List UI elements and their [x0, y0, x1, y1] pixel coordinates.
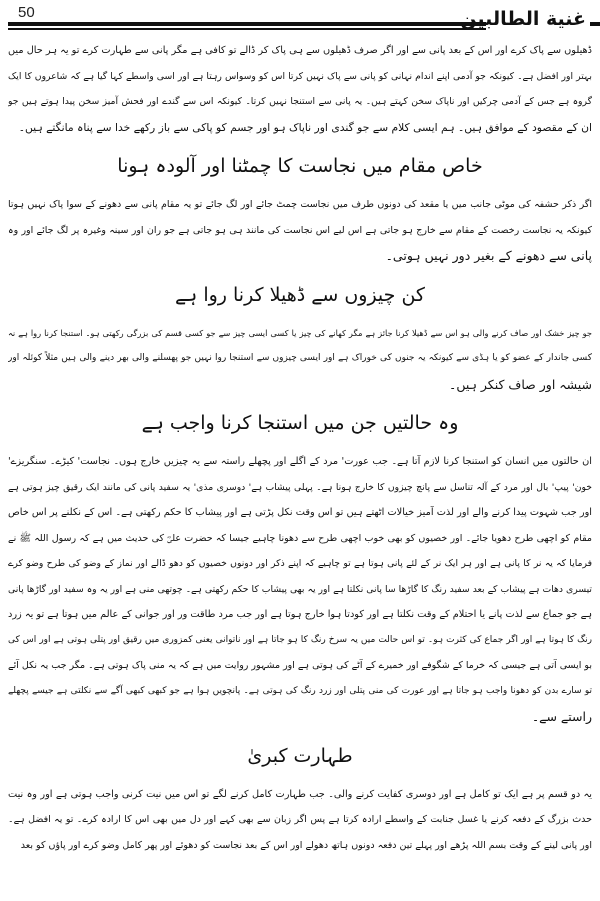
paragraph-line: ان حالتوں میں انسان کو استنجا کرنا لازم آتا ہے۔ جب عورت' مرد کے اگلے اور پچھلے راستہ سے یہ چیزیں خارج ہوں۔ نجاست' کیڑے۔ سنگریزے' [8, 456, 592, 467]
paragraph-line: پانی سے دھونے کے بغیر دور نہیں ہوتی۔ [385, 248, 592, 263]
paragraph-line: جو چیز خشک اور صاف کرنے والی ہو اس سے ڈھیلا کرنا جائز ہے مگر کھانے کی چیز یا کسی ایسی چیز سے جو کسی قسم کی بزرگی رکھتی ہو۔ استنجا کرنا روا ہے نہ [8, 327, 592, 338]
paragraph-line: شیشہ اور صاف کنکر ہیں۔ [449, 376, 592, 392]
paragraph-line: اگر ذکر حشفہ کی موٹی جانب میں یا مقعد کی دونوں طرف میں نجاست چمٹ جائے اور لگ جائے تو یہ مقام پانی سے دھونے کے سوا پاک نہیں ہوتا [8, 199, 592, 210]
paragraph-line: اور جب شہوت پیدا کرنے والے اور لذت آمیز خیالات اٹھتے ہیں تو اس وقت نکل پڑتی ہے اور پیشاب کا حکم رکھتی ہے۔ اس کے نکلنے پر اس خاص [8, 507, 592, 518]
paragraph-line: حدث بزرگ کے دفعہ کرنے یا غسل جنابت کے واسطے ارادہ کرتا ہے پس اگر زبان سے بھی کہے اور دل میں بھی اس کا ارادہ کرے۔ تو یہ افضل ہے۔ [8, 814, 592, 825]
paragraph-line: بہتر اور افضل ہے۔ کیونکہ جو آدمی اپنے اندام نہانی کو پانی سے پاک نہیں کرتا اس کو وسواس رہتا ہے اور اسی واسطے کہا گیا ہے کہ شاعروں کا ایک [8, 70, 592, 82]
paragraph-line: راستے سے۔ [531, 709, 592, 724]
paragraph-line: تیسری دھات ہے پیشاب کے بعد سفید رنگ کا گاڑھا سا پانی نکلتا ہے اور یہ بھی پیشاب کا حکم رکھتی ہے۔ چوتھی منی ہے اور یہ وہ سفید اور گاڑھا پانی [8, 583, 592, 595]
paragraph-line: کسی جاندار کے عضو کو یا ہڈی سے کیونکہ یہ جنوں کی خوراک ہے اور ایسی چیزوں سے استنجا روا نہیں جو پھسلنے والی بھر دینے والی ہیں مثلاً کوئلہ اور [8, 353, 592, 363]
paragraph-line: اور پانی لینے کے وقت بسم اللہ پڑھے اور پہلے تین دفعہ دونوں ہاتھ دھولے اور اس کے بعد نجاست کو دھوئے اور پھر کامل وضو کرے اور پاؤں کو بعد [20, 839, 592, 851]
paragraph-line: ان کے مقصود کے موافق ہیں۔ ہم ایسی کلام سے جو گندی اور ناپاک ہو اور جسم کو پاکی سے باز رکھے خدا سے پناہ مانگتے ہیں۔ [18, 120, 592, 134]
section-heading: وہ حالتیں جن میں استنجا کرنا واجب ہے [141, 412, 459, 434]
paragraph-line: بو ایسی آتی ہے جیسی کہ خرما کے شگوفے اور خمیرے کے آٹے کی ہوتی ہے اور مشہور روایت میں ہے کہ یہ منی پاک ہوتی ہے۔ مگر جب یہ نکل آئے [8, 660, 592, 671]
header-rule-thin [8, 28, 486, 30]
header-rule [8, 22, 486, 26]
paragraph-line: رنگ کا ہوتا ہے اور اگر جماع کی کثرت ہو۔ تو اس حالت میں یہ سرخ رنگ کا ہو جاتا ہے اور ناتوانی یعنی کمزوری میں رقیق اور پتلی ہوتی ہے اور اس کی [8, 634, 592, 645]
paragraph-line: تو سارے بدن کو دھونا واجب ہو جاتا ہے اور عورت کی منی پتلی اور زرد رنگ کی ہوتی ہے۔ پانچویں ہوا ہے جو کبھی کبھی آگے سے نکلتی ہے جیسے پچھلے [8, 685, 592, 696]
paragraph-line: فرمایا کہ یہ نر کا پانی ہے اور ہر ایک نر کے لئے پانی ہوتا ہے تو چاہیے کہ اپنے ذکر اور دونوں خصیوں کو دھو ڈالے اور نماز کے وضو کی طرح وضو کرے [8, 558, 592, 569]
paragraph-line: ڈھیلوں سے پاک کرے اور اس کے بعد پانی سے اور اگر صرف ڈھیلوں سے ہی پاک کر ڈالے تو کافی ہے مگر پانی سے طہارت کرے تو یہ ہر حال میں [8, 45, 592, 56]
paragraph-line: خون' پیپ' بال اور مرد کے آلہ تناسل سے پانچ چیزوں کا خارج ہونا ہے۔ پہلی پیشاب ہے' دوسری مذی' یہ سفید پانی کی مانند ایک رقیق چیز ہوتی ہے [8, 481, 592, 493]
book-title: غنية الطالبين [460, 8, 586, 30]
paragraph-line: گروہ ہے جس کے آدمی چرکیں اور ناپاک سخن کہتے ہیں۔ یہ پانی سے استنجا نہیں کرتا۔ کیونکہ اس سے گندے اور فحش آمیز سخن پیدا ہوتے ہیں جو [8, 96, 592, 107]
paragraph-line: مقام کو اچھی طرح دھویا جائے۔ اور خصیوں کو بھی خوب اچھی طرح سے دھونا چاہیے جیسا کہ حضرت علیؓ کی حدیث میں ہے کہ رسول اللہ ﷺ نے [8, 532, 592, 544]
paragraph-line: یہ دو قسم پر ہے ایک تو کامل ہے اور دوسری کفایت کرنے والی۔ جب طہارت کامل کرنے لگے تو اس میں نیت کرنی واجب ہوتی ہے اور وہ نیت [8, 788, 592, 800]
section-heading: کن چیزوں سے ڈھیلا کرنا روا ہے [175, 283, 425, 306]
section-heading: طہارت کبریٰ [247, 744, 353, 767]
paragraph-line: ہے جو جماع سے لذت پانے یا احتلام کے وقت نکلتا ہے اور کودتا ہوا خارج ہوتا ہے اور جب مرد طاقت ور اور جوانی کے عالم میں ہوتا ہے تو یہ زرد [8, 609, 592, 620]
page-body [8, 38, 592, 858]
section-heading: خاص مقام میں نجاست کا چمٹنا اور آلودہ ہونا [117, 155, 483, 177]
paragraph-line: کیونکہ یہ نجاست رخصت کے مقام سے خارج ہو جاتی ہے اس لیے اس نجاست کی مانند ہی ہو جاتی ہے جو ران اور سینہ وغیرہ پر لگ جائے اور وہ [8, 224, 592, 236]
page-number: 50 [18, 4, 35, 21]
header-rule-right [590, 22, 600, 26]
